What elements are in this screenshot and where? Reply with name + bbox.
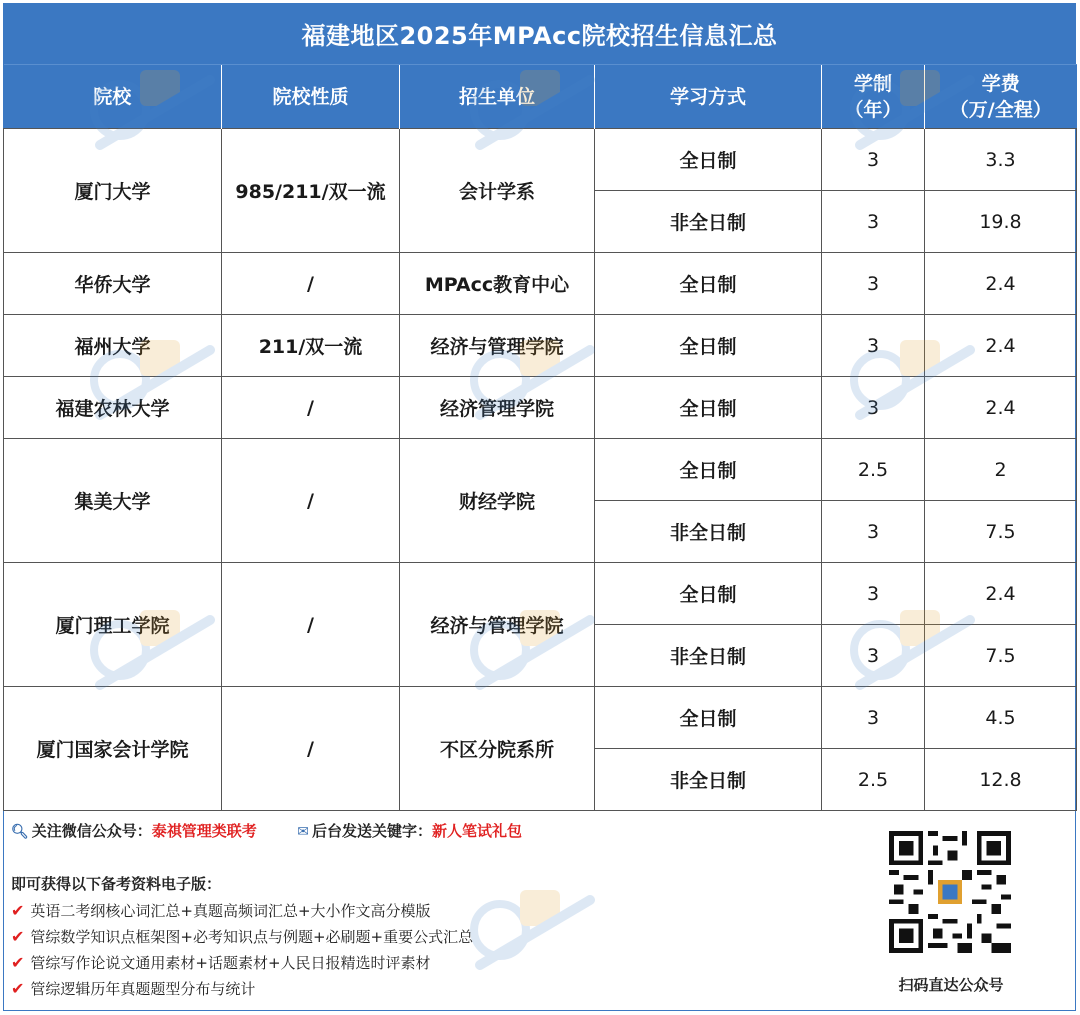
years-cell: 3	[822, 501, 925, 563]
fee-cell: 2.4	[925, 563, 1077, 625]
unit-cell: 经济与管理学院	[400, 315, 595, 377]
nature-cell: /	[222, 687, 400, 811]
list-item-text: 管综写作论说文通用素材+话题素材+人民日报精选时评素材	[30, 954, 431, 972]
fee-cell: 7.5	[925, 625, 1077, 687]
qr-caption: 扫码直达公众号	[898, 976, 1004, 994]
header-fee-line2: （万/全程）	[949, 98, 1052, 121]
years-cell: 3	[822, 129, 925, 191]
unit-cell: MPAcc教育中心	[400, 253, 595, 315]
mode-cell: 全日制	[595, 439, 822, 501]
page-title: 福建地区2025年MPAcc院校招生信息汇总	[3, 3, 1076, 64]
unit-cell: 经济管理学院	[400, 377, 595, 439]
materials-list	[11, 898, 473, 1002]
years-cell: 2.5	[822, 439, 925, 501]
mode-cell: 全日制	[595, 377, 822, 439]
unit-cell: 会计学系	[400, 129, 595, 253]
list-item-text: 管综数学知识点框架图+必考知识点与例题+必刷题+重要公式汇总	[30, 928, 474, 946]
qr-code-icon[interactable]	[889, 831, 1011, 953]
years-cell: 3	[822, 377, 925, 439]
nature-cell: /	[222, 377, 400, 439]
list-item-text: 英语二考纲核心词汇总+真题高频词汇总+大小作文高分模版	[30, 902, 431, 920]
fee-cell: 3.3	[925, 129, 1077, 191]
years-cell: 3	[822, 253, 925, 315]
school-cell: 厦门国家会计学院	[4, 687, 222, 811]
table-row	[4, 315, 1077, 377]
header-years-line1: 学制	[853, 72, 892, 95]
school-cell: 福州大学	[4, 315, 222, 377]
mode-cell: 非全日制	[595, 191, 822, 253]
school-cell: 福建农林大学	[4, 377, 222, 439]
mode-cell: 全日制	[595, 687, 822, 749]
follow-label: 关注微信公众号：	[31, 822, 152, 840]
fee-cell: 7.5	[925, 501, 1077, 563]
fee-cell: 19.8	[925, 191, 1077, 253]
nature-cell: 211/双一流	[222, 315, 400, 377]
years-cell: 3	[822, 315, 925, 377]
table-row	[4, 377, 1077, 439]
checkmark-icon: ✔	[11, 901, 25, 920]
header-nature: 院校性质	[222, 65, 400, 129]
fee-cell: 4.5	[925, 687, 1077, 749]
checkmark-icon: ✔	[11, 979, 25, 998]
mode-cell: 全日制	[595, 315, 822, 377]
mode-cell: 全日制	[595, 129, 822, 191]
table-row	[4, 129, 1077, 191]
mode-cell: 非全日制	[595, 501, 822, 563]
send-label: 后台发送关键字：	[312, 822, 433, 840]
nature-cell: /	[222, 563, 400, 687]
header-years	[822, 65, 925, 129]
header-school: 院校	[4, 65, 222, 129]
mail-icon: ✉	[297, 824, 310, 840]
follow-line	[11, 820, 522, 841]
table-row	[4, 563, 1077, 625]
checkmark-icon: ✔	[11, 953, 25, 972]
table-row	[4, 253, 1077, 315]
search-icon: 🔍︎	[11, 824, 29, 840]
mode-cell: 全日制	[595, 253, 822, 315]
unit-cell: 不区分院系所	[400, 687, 595, 811]
years-cell: 3	[822, 687, 925, 749]
fee-cell: 12.8	[925, 749, 1077, 811]
list-item-text: 管综逻辑历年真题题型分布与统计	[30, 980, 256, 998]
checkmark-icon: ✔	[11, 927, 25, 946]
unit-cell: 财经学院	[400, 439, 595, 563]
list-item	[11, 924, 473, 950]
table-row	[4, 687, 1077, 749]
header-mode: 学习方式	[595, 65, 822, 129]
admissions-table	[3, 64, 1077, 811]
promo-footer	[3, 806, 1076, 1011]
header-years-line2: （年）	[844, 98, 902, 121]
keyword: 新人笔试礼包	[432, 822, 523, 840]
header-unit: 招生单位	[400, 65, 595, 129]
account-name: 泰祺管理类联考	[151, 822, 257, 840]
header-fee-line1: 学费	[981, 72, 1020, 95]
years-cell: 2.5	[822, 749, 925, 811]
list-item	[11, 976, 473, 1002]
nature-cell: 985/211/双一流	[222, 129, 400, 253]
mode-cell: 全日制	[595, 563, 822, 625]
mode-cell: 非全日制	[595, 625, 822, 687]
table-row	[4, 439, 1077, 501]
table-header-row	[4, 65, 1077, 129]
school-cell: 厦门理工学院	[4, 563, 222, 687]
header-fee	[925, 65, 1077, 129]
years-cell: 3	[822, 563, 925, 625]
fee-cell: 2.4	[925, 253, 1077, 315]
nature-cell: /	[222, 439, 400, 563]
mode-cell: 非全日制	[595, 749, 822, 811]
unit-cell: 经济与管理学院	[400, 563, 595, 687]
nature-cell: /	[222, 253, 400, 315]
list-item	[11, 898, 473, 924]
years-cell: 3	[822, 625, 925, 687]
fee-cell: 2	[925, 439, 1077, 501]
school-cell: 厦门大学	[4, 129, 222, 253]
list-item	[11, 950, 473, 976]
years-cell: 3	[822, 191, 925, 253]
fee-cell: 2.4	[925, 315, 1077, 377]
school-cell: 华侨大学	[4, 253, 222, 315]
fee-cell: 2.4	[925, 377, 1077, 439]
intro-text: 即可获得以下备考资料电子版：	[11, 875, 222, 893]
school-cell: 集美大学	[4, 439, 222, 563]
